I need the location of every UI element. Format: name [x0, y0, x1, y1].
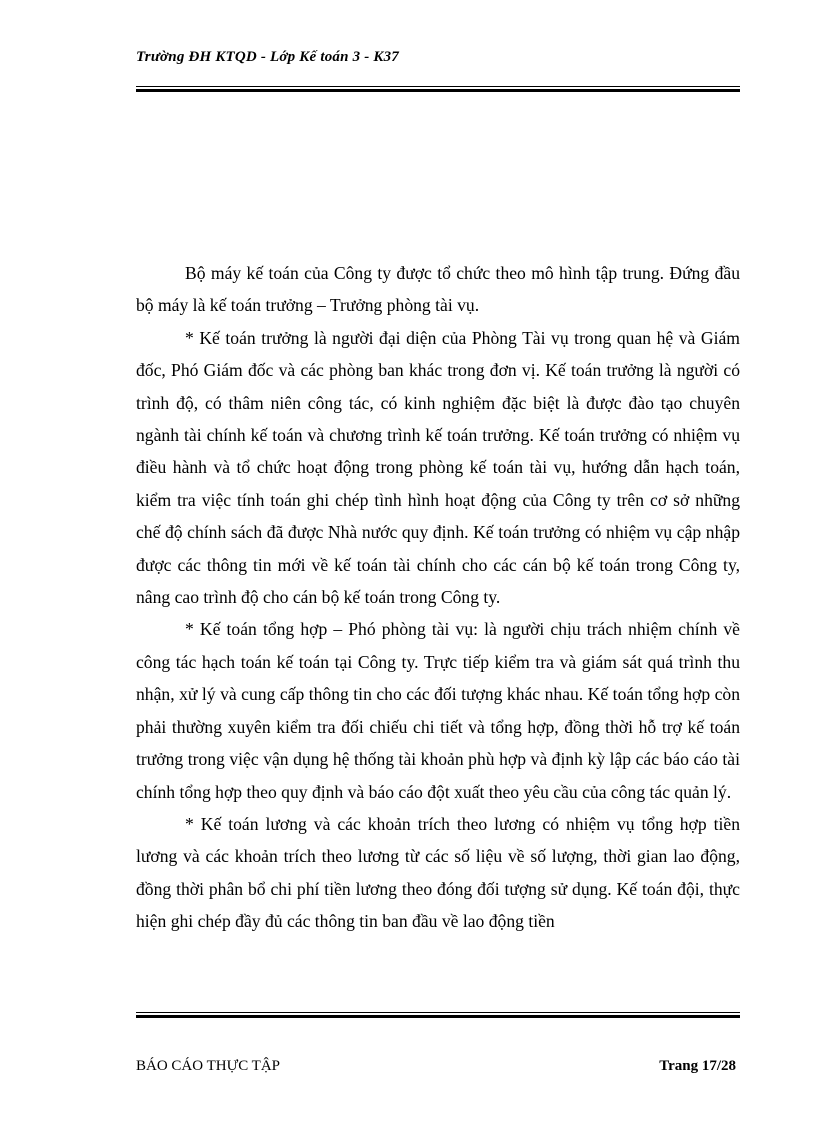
header-title: Trường ĐH KTQD - Lớp Kế toán 3 - K37: [136, 49, 399, 65]
document-body: [136, 257, 740, 938]
footer-rule-thin: [136, 1012, 740, 1013]
footer-rule-thick: [136, 1015, 740, 1018]
paragraph-4: * Kế toán lương và các khoản trích theo lương có nhiệm vụ tổng hợp tiền lương và các khoản trích theo lương từ các số liệu về số lượng, thời gian lao động, đồng thời phân bổ chi phí tiền lương theo đóng đối tượng sử dụng. Kế toán đội, thực hiện ghi chép đầy đủ các thông tin ban đầu về lao động tiền: [136, 813, 740, 932]
paragraph-1: Bộ máy kế toán của Công ty được tổ chức theo mô hình tập trung. Đứng đầu bộ máy là kế toán trưởng – Trưởng phòng tài vụ.: [136, 263, 740, 316]
paragraph-3: * Kế toán tổng hợp – Phó phòng tài vụ: là người chịu trách nhiệm chính về công tác hạch toán kế toán tại Công ty. Trực tiếp kiểm tra và giám sát quá trình thu nhận, xử lý và cung cấp thông tin cho các đối tượng khác nhau. Kế toán tổng hợp còn phải thường xuyên kiểm tra đối chiếu chi tiết và tổng hợp, đồng thời hỗ trợ kế toán trưởng trong việc vận dụng hệ thống tài khoản phù hợp và định kỳ lập các báo cáo tài chính tổng hợp theo quy định và báo cáo đột xuất theo yêu cầu của công tác quản lý.: [136, 619, 740, 802]
footer-report-label: BÁO CÁO THỰC TẬP: [136, 1058, 281, 1074]
footer-page-number: Trang 17/28: [659, 1058, 736, 1074]
paragraph-2: * Kế toán trưởng là người đại diện của Phòng Tài vụ trong quan hệ và Giám đốc, Phó Giám đốc và các phòng ban khác trong đơn vị. Kế toán trưởng là người có trình độ, có thâm niên công tác, có kinh nghiệm đặc biệt là được đào tạo chuyên ngành tài chính kế toán và chương trình kế toán trưởng. Kế toán trưởng có nhiệm vụ điều hành và tổ chức hoạt động trong phòng kế toán tài vụ, hướng dẫn hạch toán, kiểm tra việc tính toán ghi chép tình hình hoạt động của Công ty trên cơ sở những chế độ chính sách đã được Nhà nước quy định. Kế toán trưởng có nhiệm vụ cập nhập được các thông tin mới về kế toán tài chính cho các cán bộ kế toán trong Công ty, nâng cao trình độ cho cán bộ kế toán trong Công ty.: [136, 327, 740, 608]
header-rule-thick: [136, 89, 740, 92]
header-rule-thin: [136, 86, 740, 87]
